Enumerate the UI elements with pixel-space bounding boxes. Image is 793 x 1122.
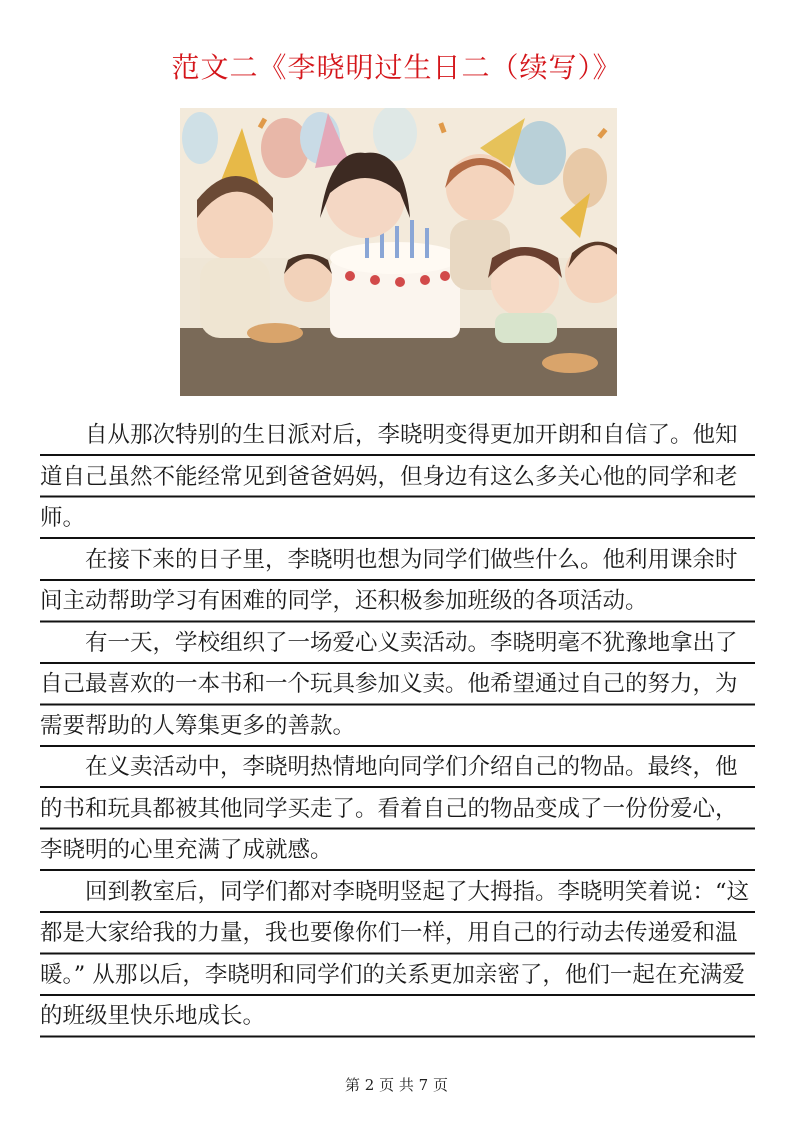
birthday-party-illustration	[180, 108, 617, 396]
paragraph: 自从那次特别的生日派对后，李晓明变得更加开朗和自信了。他知道自己虽然不能经常见到爸爸妈妈，但身边有这么多关心他的同学和老师。	[40, 415, 755, 540]
paragraph: 有一天，学校组织了一场爱心义卖活动。李晓明毫不犹豫地拿出了自己最喜欢的一本书和一个玩具参加义卖。他希望通过自己的努力，为需要帮助的人筹集更多的善款。	[40, 623, 755, 748]
paragraph: 在接下来的日子里，李晓明也想为同学们做些什么。他利用课余时间主动帮助学习有困难的同学，还积极参加班级的各项活动。	[40, 540, 755, 623]
page-footer: 第 2 页 共 7 页	[345, 1076, 448, 1094]
document-title: 范文二《李晓明过生日二（续写）》	[171, 51, 622, 84]
essay-body	[40, 415, 755, 1038]
paragraph: 在义卖活动中，李晓明热情地向同学们介绍自己的物品。最终，他的书和玩具都被其他同学买走了。看着自己的物品变成了一份份爱心，李晓明的心里充满了成就感。	[40, 747, 755, 872]
paragraph: 回到教室后，同学们都对李晓明竖起了大拇指。李晓明笑着说：“这都是大家给我的力量，我也要像你们一样，用自己的行动去传递爱和温暖。” 从那以后，李晓明和同学们的关系更加亲密了，他们一起在充满爱的班级里快乐地成长。	[40, 872, 755, 1038]
